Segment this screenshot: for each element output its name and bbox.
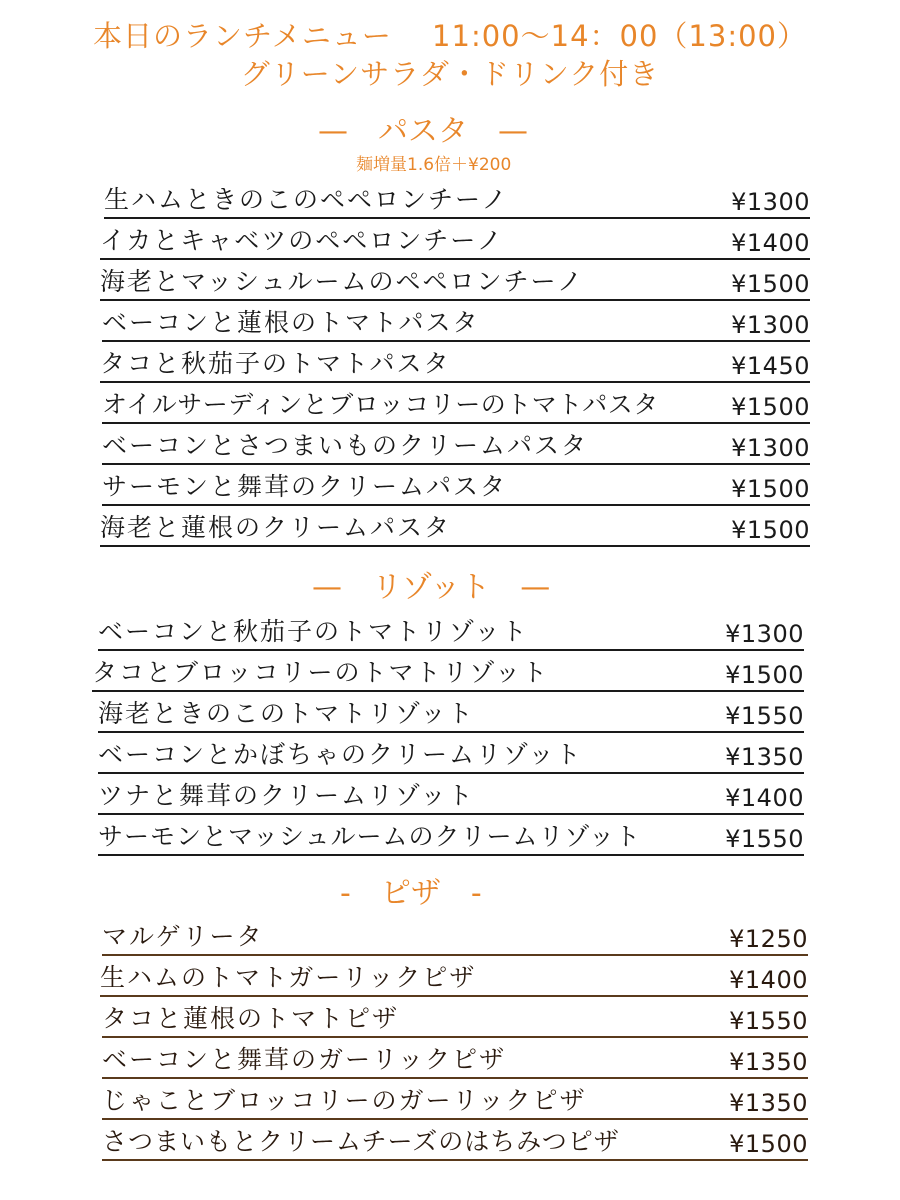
item-name: オイルサーディンとブロッコリーのトマトパスタ xyxy=(102,390,659,419)
item-name: 生ハムのトマトガーリックピザ xyxy=(100,963,477,992)
list-item xyxy=(102,1123,808,1163)
item-name: タコと蓮根のトマトピザ xyxy=(102,1004,400,1033)
list-item xyxy=(98,736,804,776)
item-name: サーモンとマッシュルームのクリームリゾット xyxy=(98,822,642,851)
divider xyxy=(100,545,810,547)
item-price: ¥1400 xyxy=(731,229,810,257)
item-name: マルゲリータ xyxy=(102,922,264,951)
item-price: ¥1500 xyxy=(731,475,810,503)
list-item xyxy=(102,1000,808,1040)
divider xyxy=(98,854,804,856)
divider xyxy=(100,381,810,383)
item-price: ¥1300 xyxy=(731,434,810,462)
list-item xyxy=(100,345,810,385)
item-price: ¥1350 xyxy=(729,1089,808,1117)
item-price: ¥1550 xyxy=(725,825,804,853)
menu-subtitle: グリーンサラダ・ドリンク付き xyxy=(240,57,660,91)
list-item xyxy=(98,777,804,817)
list-item xyxy=(102,386,810,426)
divider xyxy=(102,1159,808,1161)
risotto-title: — リゾット — xyxy=(312,570,551,605)
item-name: 海老ときのこのトマトリゾット xyxy=(98,699,475,728)
item-name: じゃことブロッコリーのガーリックピザ xyxy=(102,1086,587,1115)
item-price: ¥1350 xyxy=(729,1048,808,1076)
list-item xyxy=(98,818,804,858)
divider xyxy=(102,340,810,342)
item-name: ベーコンと秋茄子のトマトリゾット xyxy=(98,617,529,646)
divider xyxy=(102,954,808,956)
menu-title: 本日のランチメニュー 11:00〜14：00（13:00） xyxy=(92,19,807,53)
pasta-title: — パスタ — xyxy=(318,114,528,149)
divider xyxy=(100,995,808,997)
item-price: ¥1500 xyxy=(731,270,810,298)
item-price: ¥1500 xyxy=(731,393,810,421)
item-price: ¥1500 xyxy=(731,516,810,544)
item-price: ¥1300 xyxy=(731,311,810,339)
divider xyxy=(92,690,804,692)
item-price: ¥1350 xyxy=(725,743,804,771)
item-price: ¥1300 xyxy=(731,188,810,216)
divider xyxy=(102,1036,808,1038)
item-name: ベーコンとかぼちゃのクリームリゾット xyxy=(98,740,583,769)
divider xyxy=(98,731,804,733)
divider xyxy=(102,504,810,506)
item-price: ¥1300 xyxy=(725,620,804,648)
item-price: ¥1550 xyxy=(725,702,804,730)
divider xyxy=(98,649,804,651)
divider xyxy=(100,258,810,260)
list-item xyxy=(102,1082,808,1122)
item-price: ¥1450 xyxy=(731,352,810,380)
list-item xyxy=(102,427,810,467)
item-name: 海老と蓮根のクリームパスタ xyxy=(100,513,452,542)
list-item xyxy=(102,1041,808,1081)
divider xyxy=(104,217,810,219)
list-item xyxy=(100,509,810,549)
list-item xyxy=(102,468,810,508)
divider xyxy=(100,299,810,301)
item-name: さつまいもとクリームチーズのはちみつピザ xyxy=(102,1127,620,1156)
item-name: 海老とマッシュルームのペペロンチーノ xyxy=(100,267,585,296)
list-item xyxy=(100,959,808,999)
item-name: ベーコンと舞茸のガーリックピザ xyxy=(102,1045,507,1074)
list-item xyxy=(102,304,810,344)
item-name: ベーコンとさつまいものクリームパスタ xyxy=(102,431,589,460)
divider xyxy=(102,1118,808,1120)
list-item xyxy=(104,181,810,221)
divider xyxy=(102,1077,808,1079)
item-price: ¥1250 xyxy=(729,925,808,953)
pasta-note: 麺増量1.6倍＋¥200 xyxy=(356,155,512,175)
list-item xyxy=(102,918,808,958)
divider xyxy=(102,422,810,424)
pizza-title: - ピザ - xyxy=(340,876,482,911)
item-price: ¥1400 xyxy=(725,784,804,812)
list-item xyxy=(100,263,810,303)
divider xyxy=(98,813,804,815)
list-item xyxy=(92,654,804,694)
item-name: イカとキャベツのペペロンチーノ xyxy=(100,226,504,255)
item-name: 生ハムときのこのペペロンチーノ xyxy=(104,185,509,214)
divider xyxy=(102,463,810,465)
item-name: タコとブロッコリーのトマトリゾット xyxy=(92,658,550,687)
list-item xyxy=(98,613,804,653)
list-item xyxy=(100,222,810,262)
item-name: ツナと舞茸のクリームリゾット xyxy=(98,781,475,810)
list-item xyxy=(98,695,804,735)
item-name: タコと秋茄子のトマトパスタ xyxy=(100,349,451,378)
item-price: ¥1550 xyxy=(729,1007,808,1035)
divider xyxy=(98,772,804,774)
item-price: ¥1500 xyxy=(729,1130,808,1158)
item-price: ¥1400 xyxy=(729,966,808,994)
item-name: ベーコンと蓮根のトマトパスタ xyxy=(102,308,480,337)
item-name: サーモンと舞茸のクリームパスタ xyxy=(102,472,508,501)
item-price: ¥1500 xyxy=(725,661,804,689)
